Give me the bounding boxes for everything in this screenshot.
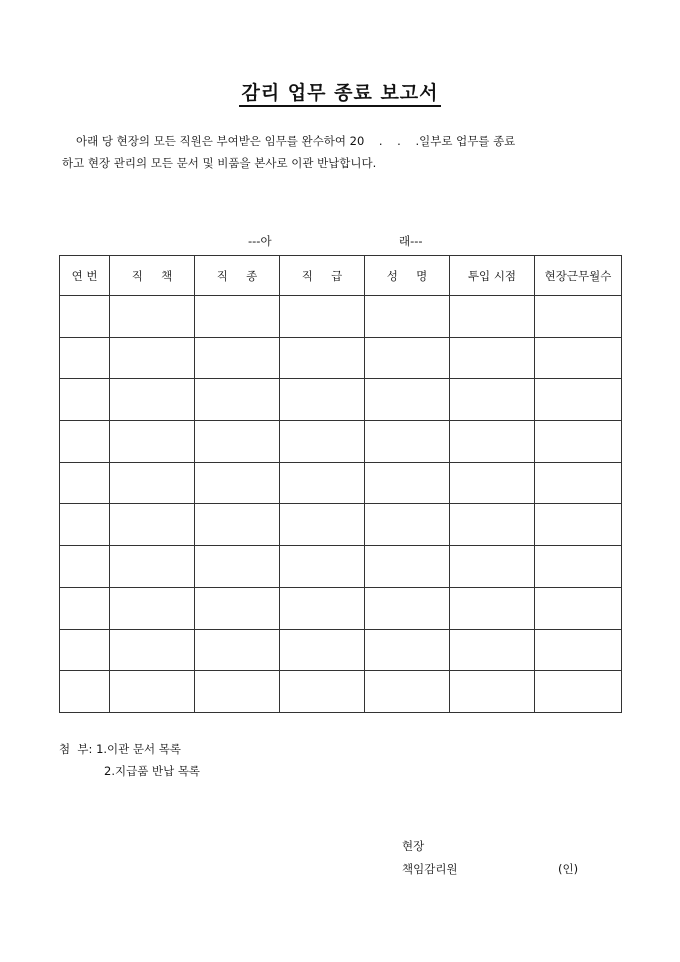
table-cell[interactable] [280,629,365,671]
attachment-item-1: 1.이관 문서 목록 [96,742,181,756]
table-cell[interactable] [365,462,450,504]
table-cell[interactable] [365,337,450,379]
table-cell[interactable] [535,421,622,463]
table-cell[interactable] [110,504,195,546]
table-cell[interactable] [535,296,622,338]
table-cell[interactable] [195,587,280,629]
table-row [60,462,622,504]
table-cell[interactable] [195,504,280,546]
table-cell[interactable] [365,629,450,671]
document-title [0,78,680,105]
table-cell[interactable] [365,671,450,713]
attachment-item-2: 2.지급품 반납 목록 [104,764,201,778]
table-cell[interactable] [195,337,280,379]
header-seq: 연 번 [60,256,110,296]
header-grade: 직 급 [280,256,365,296]
header-position: 직 책 [110,256,195,296]
table-cell[interactable] [450,462,535,504]
table-cell[interactable] [535,587,622,629]
table-cell[interactable] [535,379,622,421]
table-cell[interactable] [280,587,365,629]
table-cell[interactable] [195,379,280,421]
table-cell[interactable] [535,337,622,379]
table-row [60,671,622,713]
table-cell[interactable] [365,504,450,546]
intro-paragraph [62,130,622,174]
table-cell[interactable] [535,671,622,713]
table-row [60,337,622,379]
table-cell[interactable] [280,296,365,338]
table-row [60,587,622,629]
seal-mark: (인) [558,862,579,876]
table-cell[interactable] [280,546,365,588]
table-cell[interactable] [195,671,280,713]
table-row [60,421,622,463]
table-cell[interactable] [60,629,110,671]
below-heading-left: ---아 [248,234,272,248]
intro-line-1: 아래 당 현장의 모든 직원은 부여받은 임무를 완수하여 20 . . .일부로 업무를 종료 [76,134,516,148]
header-job-type: 직 종 [195,256,280,296]
table-cell[interactable] [450,421,535,463]
table-cell[interactable] [110,421,195,463]
table-cell[interactable] [60,462,110,504]
table-cell[interactable] [195,421,280,463]
table-row [60,546,622,588]
intro-line-2: 하고 현장 관리의 모든 문서 및 비품을 본사로 이관 반납합니다. [62,156,377,170]
table-cell[interactable] [450,629,535,671]
table-cell[interactable] [365,296,450,338]
table-cell[interactable] [450,504,535,546]
table-cell[interactable] [195,462,280,504]
table-cell[interactable] [110,337,195,379]
table-cell[interactable] [280,504,365,546]
below-heading-right: 래--- [399,234,423,248]
header-months: 현장근무월수 [535,256,622,296]
table-cell[interactable] [60,671,110,713]
table-cell[interactable] [110,629,195,671]
table-cell[interactable] [450,546,535,588]
table-cell[interactable] [110,462,195,504]
table-cell[interactable] [280,462,365,504]
table-row [60,296,622,338]
attachment-label: 첨 부: [59,742,93,756]
staff-table [59,255,622,713]
table-cell[interactable] [110,546,195,588]
table-row [60,504,622,546]
table-cell[interactable] [60,379,110,421]
table-header-row [60,256,622,296]
attachments [59,738,200,782]
table-cell[interactable] [450,379,535,421]
header-start-date: 투입 시점 [450,256,535,296]
attachment-row-1 [59,738,200,760]
table-cell[interactable] [60,504,110,546]
table-cell[interactable] [450,671,535,713]
table-cell[interactable] [110,379,195,421]
table-cell[interactable] [365,587,450,629]
table-row [60,629,622,671]
table-cell[interactable] [110,671,195,713]
table-cell[interactable] [280,337,365,379]
table-cell[interactable] [195,296,280,338]
table-cell[interactable] [365,546,450,588]
table-cell[interactable] [60,337,110,379]
table-cell[interactable] [60,421,110,463]
table-cell[interactable] [450,296,535,338]
table-cell[interactable] [365,421,450,463]
table-cell[interactable] [195,546,280,588]
table-cell[interactable] [195,629,280,671]
supervisor-label: 책임감리원 [402,862,458,876]
table-cell[interactable] [110,587,195,629]
table-cell[interactable] [535,462,622,504]
table-cell[interactable] [365,379,450,421]
table-cell[interactable] [450,587,535,629]
table-cell[interactable] [280,421,365,463]
table-cell[interactable] [535,546,622,588]
table-cell[interactable] [535,504,622,546]
table-cell[interactable] [280,671,365,713]
document-title-text: 감리 업무 종료 보고서 [239,82,440,107]
table-cell[interactable] [60,587,110,629]
table-cell[interactable] [450,337,535,379]
table-row [60,379,622,421]
table-cell[interactable] [60,296,110,338]
header-name: 성 명 [365,256,450,296]
table-cell[interactable] [60,546,110,588]
table-cell[interactable] [280,379,365,421]
site-label: 현장 [402,839,425,853]
table-cell[interactable] [110,296,195,338]
table-cell[interactable] [535,629,622,671]
